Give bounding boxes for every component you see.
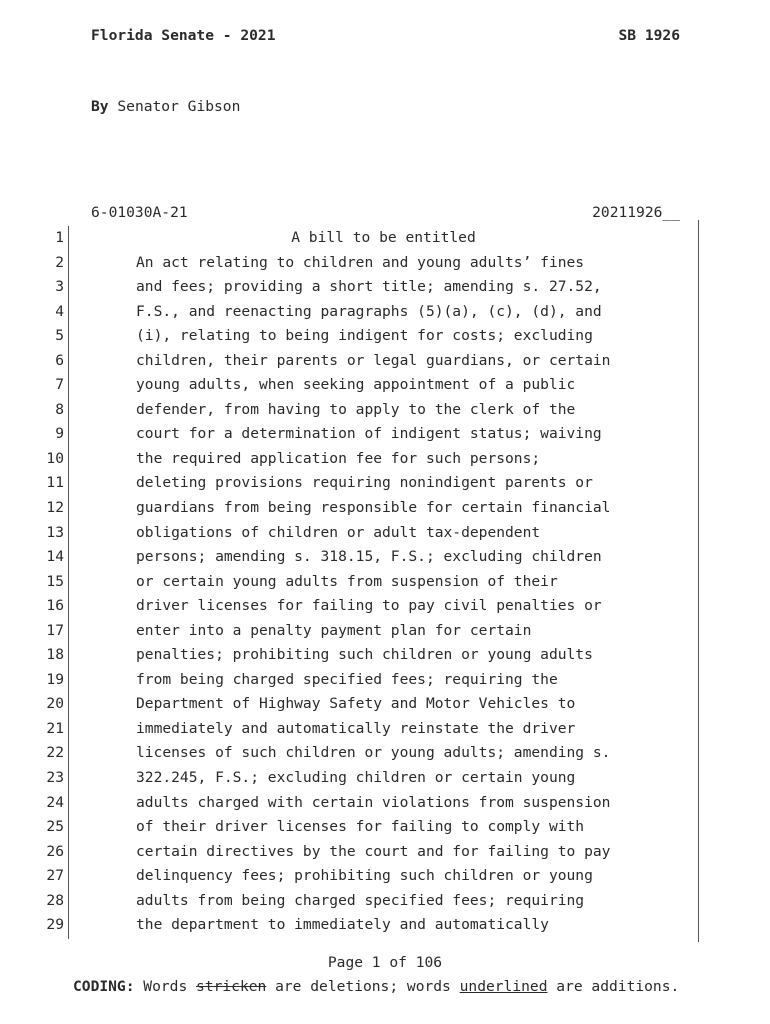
line-text: delinquency fees; prohibiting such children or young <box>136 867 593 885</box>
bill-line <box>0 498 770 523</box>
coding-underlined-example: underlined <box>459 978 548 995</box>
line-text: F.S., and reenacting paragraphs (5)(a), (c), (d), and <box>136 302 602 320</box>
bill-line <box>0 400 770 425</box>
line-number: 10 <box>46 449 64 467</box>
line-number: 6 <box>55 351 64 369</box>
coding-label: CODING: <box>73 978 135 995</box>
line-text: adults charged with certain violations from suspension <box>136 793 611 811</box>
coding-text-3: are additions. <box>547 978 680 995</box>
bill-line <box>0 547 770 572</box>
bill-line <box>0 572 770 597</box>
line-number: 8 <box>55 400 64 418</box>
line-text: adults from being charged specified fees; requiring <box>136 891 585 909</box>
bill-line <box>0 596 770 621</box>
bill-line <box>0 768 770 793</box>
line-number: 27 <box>46 867 64 885</box>
bill-number-header: SB 1926 <box>618 27 680 44</box>
line-text: from being charged specified fees; requiring the <box>136 670 558 688</box>
line-text: enter into a penalty payment plan for certain <box>136 621 532 639</box>
draft-code: 6-01030A-21 <box>91 204 188 221</box>
line-text: driver licenses for failing to pay civil penalties or <box>136 597 602 615</box>
line-text: (i), relating to being indigent for costs; excluding <box>136 327 593 345</box>
bill-line <box>0 326 770 351</box>
chamber-header: Florida Senate - 2021 <box>91 27 276 44</box>
line-number: 20 <box>46 695 64 713</box>
sponsor-name: Senator Gibson <box>117 98 241 115</box>
bill-line <box>0 302 770 327</box>
line-text: deleting provisions requiring nonindigent parents or <box>136 474 593 492</box>
line-number: 16 <box>46 597 64 615</box>
line-text: guardians from being responsible for certain financial <box>136 499 611 517</box>
line-number: 29 <box>46 916 64 934</box>
line-text: and fees; providing a short title; amending s. 27.52, <box>136 278 602 296</box>
bill-line <box>0 743 770 768</box>
line-text: the department to immediately and automatically <box>136 916 549 934</box>
bill-line <box>0 719 770 744</box>
line-text: the required application fee for such persons; <box>136 449 541 467</box>
bill-line <box>0 473 770 498</box>
bill-line <box>0 523 770 548</box>
bill-line <box>0 375 770 400</box>
line-text: young adults, when seeking appointment of a public <box>136 376 576 394</box>
line-text: court for a determination of indigent status; waiving <box>136 425 602 443</box>
line-number: 17 <box>46 621 64 639</box>
bill-line <box>0 621 770 646</box>
line-text: penalties; prohibiting such children or young adults <box>136 646 593 664</box>
line-number: 26 <box>46 842 64 860</box>
page-number: Page 1 of 106 <box>327 954 443 971</box>
coding-stricken-example: stricken <box>196 978 267 995</box>
line-text: 322.245, F.S.; excluding children or certain young <box>136 769 576 787</box>
bill-text-lines <box>0 228 770 940</box>
bill-line <box>0 277 770 302</box>
line-text: Department of Highway Safety and Motor Vehicles to <box>136 695 576 713</box>
line-number: 7 <box>55 376 64 394</box>
line-number: 2 <box>55 253 64 271</box>
bill-line <box>0 817 770 842</box>
coding-text-1: Words <box>134 978 197 995</box>
line-number: 14 <box>46 548 64 566</box>
line-text: children, their parents or legal guardians, or certain <box>136 351 611 369</box>
bill-line <box>0 424 770 449</box>
sponsor-by-label: By <box>91 98 109 115</box>
line-text: defender, from having to apply to the clerk of the <box>136 400 576 418</box>
line-text: An act relating to children and young adults’ fines <box>136 253 585 271</box>
bill-title-line: A bill to be entitled <box>291 229 476 246</box>
bill-line <box>0 351 770 376</box>
line-text: licenses of such children or young adults; amending s. <box>136 744 611 762</box>
bill-line <box>0 866 770 891</box>
bill-line <box>0 694 770 719</box>
coding-text-2: are deletions; words <box>266 978 460 995</box>
bill-line <box>0 842 770 867</box>
sponsor-line <box>91 98 240 115</box>
line-number: 11 <box>46 474 64 492</box>
bill-line <box>0 915 770 940</box>
line-number: 28 <box>46 891 64 909</box>
line-text: or certain young adults from suspension of their <box>136 572 558 590</box>
line-text: obligations of children or adult tax-dependent <box>136 523 541 541</box>
line-number: 15 <box>46 572 64 590</box>
line-number: 19 <box>46 670 64 688</box>
bill-line <box>0 670 770 695</box>
line-number: 1 <box>55 229 64 246</box>
line-text: immediately and automatically reinstate the driver <box>136 719 576 737</box>
bill-line <box>0 228 770 253</box>
line-number: 22 <box>46 744 64 762</box>
line-number: 12 <box>46 499 64 517</box>
line-number: 24 <box>46 793 64 811</box>
bill-line <box>0 891 770 916</box>
coding-legend <box>73 978 679 995</box>
line-number: 4 <box>55 302 64 320</box>
line-text: persons; amending s. 318.15, F.S.; excluding children <box>136 548 602 566</box>
line-number: 18 <box>46 646 64 664</box>
line-number: 3 <box>55 278 64 296</box>
bill-line <box>0 793 770 818</box>
line-text: of their driver licenses for failing to comply with <box>136 818 585 836</box>
bill-line <box>0 253 770 278</box>
line-number: 21 <box>46 719 64 737</box>
line-number: 13 <box>46 523 64 541</box>
line-text: certain directives by the court and for failing to pay <box>136 842 611 860</box>
line-number: 9 <box>55 425 64 443</box>
bill-line <box>0 645 770 670</box>
bill-line <box>0 449 770 474</box>
bill-id: 20211926__ <box>592 204 680 221</box>
line-number: 25 <box>46 818 64 836</box>
line-number: 5 <box>55 327 64 345</box>
line-number: 23 <box>46 769 64 787</box>
